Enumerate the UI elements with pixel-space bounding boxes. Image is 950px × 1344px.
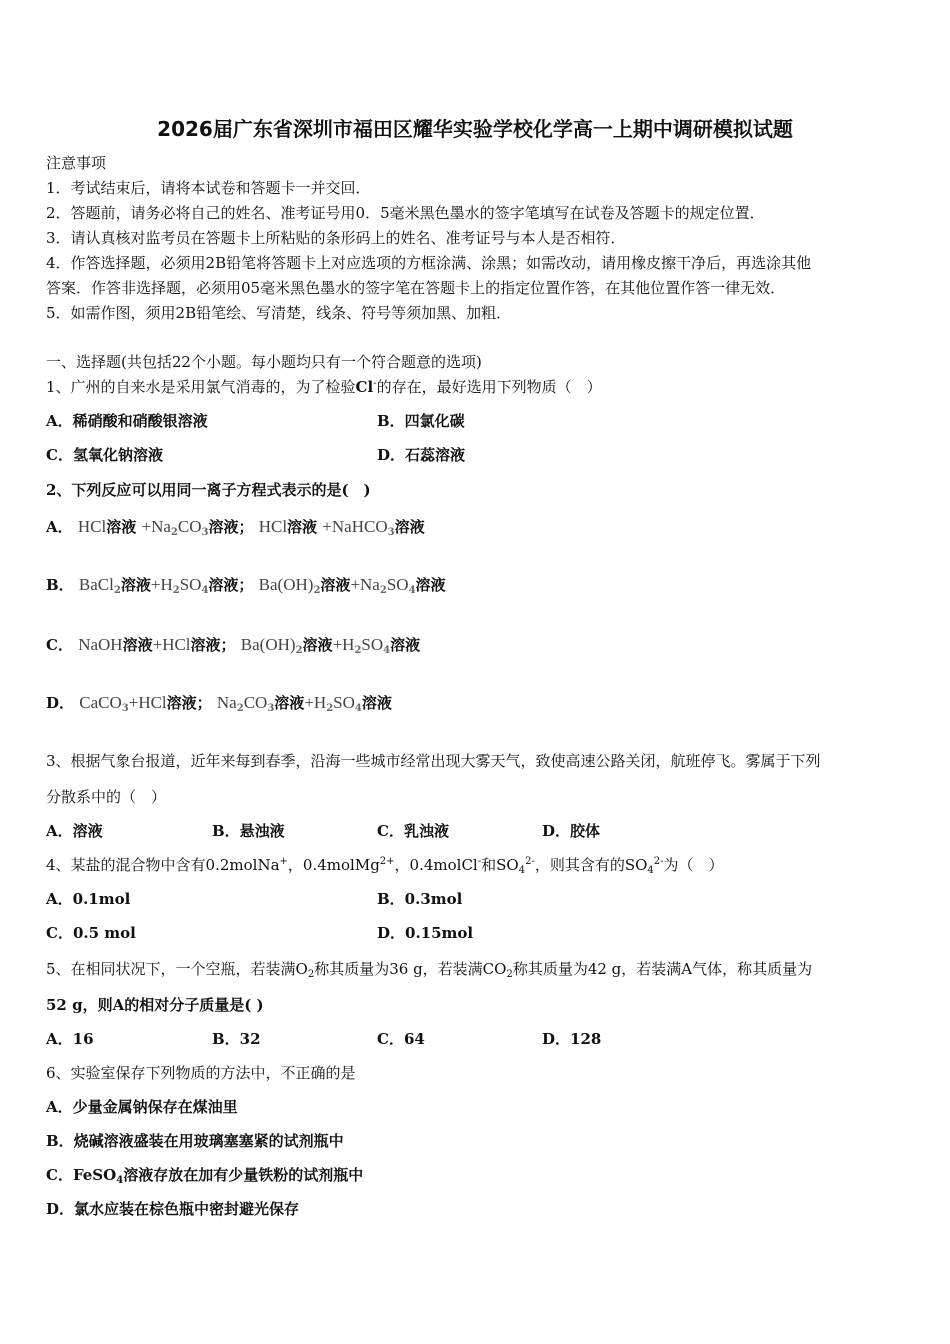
q1-option-c[interactable]: C．氢氧化钠溶液 [46,446,163,464]
q5-option-a[interactable]: A．16 [46,1030,94,1048]
notice-item-1: 1．考试结束后，请将本试卷和答题卡一并交回． [46,179,371,197]
q5-option-d[interactable]: D．128 [542,1030,602,1048]
question-1-stem: 1、广州的自来水是采用氯气消毒的，为了检验Cl-的存在，最好选用下列物质（ ） [46,378,602,396]
notice-item-4: 4．作答选择题，必须用2B铅笔将答题卡上对应选项的方框涂满、涂黑；如需改动，请用橡皮擦干净后，再选涂其他 [46,254,812,272]
q5-option-b[interactable]: B．32 [212,1030,261,1048]
q2-option-a[interactable]: A． HCl溶液 $+Na_2CO_3$溶液； HCl溶液 +NaHCO$_3$溶液 [46,517,425,538]
q6-option-d[interactable]: D．氯水应装在棕色瓶中密封避光保存 [46,1200,300,1218]
q4-option-d[interactable]: D．0.15mol [377,924,474,942]
q3-option-c[interactable]: C．乳浊液 [377,822,449,840]
notice-item-2: 2．答题前，请务必将自己的姓名、准考证号用0．5毫米黑色墨水的签字笔填写在试卷及答题卡的规定位置． [46,204,765,222]
q1-option-a[interactable]: A．稀硝酸和硝酸银溶液 [46,412,208,430]
q2-option-b[interactable]: B． BaCl$_2$溶液$+H_2SO_4$溶液； $Ba(OH)_2$溶液$+Na_2SO_4$溶液 [46,575,446,596]
q2-option-d[interactable]: D． CaCO$_3$+HCl溶液； $Na_2CO_3$溶液$+H_2SO_4$溶液 [46,693,392,714]
q1-option-d[interactable]: D．石蕊溶液 [377,446,466,464]
q3-option-d[interactable]: D．胶体 [542,822,601,840]
q4-option-c[interactable]: C．0.5 mol [46,924,136,942]
question-5-stem-cont: 52 g，则A的相对分子质量是( ) [46,996,264,1014]
q5-option-c[interactable]: C．64 [377,1030,425,1048]
q4-option-b[interactable]: B．0.3mol [377,890,463,908]
notice-heading: 注意事项 [46,154,107,172]
question-4-stem: 4、某盐的混合物中含有0.2molNa+，0.4molMg$^{2+}$，0.4molCl-和$SO_4^{2-}$，则其含有的$SO_4^{2-}$为（ ） [46,856,724,876]
q6-option-c[interactable]: C．FeSO$_4$溶液存放在加有少量铁粉的试剂瓶中 [46,1166,364,1186]
notice-item-4-cont: 答案．作答非选择题，必须用05毫米黑色墨水的签字笔在答题卡上的指定位置作答，在其他位置作答一律无效． [46,279,786,297]
notice-item-5: 5．如需作图，须用2B铅笔绘、写清楚，线条、符号等须加黑、加粗． [46,304,512,322]
question-5-stem: 5、在相同状况下，一个空瓶，若装满$O_2$称其质量为36 g，若装满$CO_2$称其质量为42 g，若装满A气体，称其质量为 [46,960,813,980]
q4-option-a[interactable]: A．0.1mol [46,890,131,908]
question-3-stem: 3、根据气象台报道，近年来每到春季，沿海一些城市经常出现大雾天气，致使高速公路关闭，航班停飞。雾属于下列 [46,752,821,770]
q6-option-a[interactable]: A．少量金属钠保存在煤油里 [46,1098,238,1116]
page-title: 2026届广东省深圳市福田区耀华实验学校化学高一上期中调研模拟试题 [157,117,793,141]
question-3-stem-cont: 分散系中的（ ） [46,788,167,806]
q6-option-b[interactable]: B．烧碱溶液盛装在用玻璃塞塞紧的试剂瓶中 [46,1132,344,1150]
question-6-stem: 6、实验室保存下列物质的方法中，不正确的是 [46,1064,356,1082]
q1-option-b[interactable]: B．四氯化碳 [377,412,465,430]
notice-item-3: 3．请认真核对监考员在答题卡上所粘贴的条形码上的姓名、准考证号与本人是否相符． [46,229,626,247]
q2-option-c[interactable]: C． NaOH溶液+HCl溶液； $Ba(OH)_2$溶液$+H_2SO_4$溶液 [46,635,421,656]
section-heading: 一、选择题(共包括22个小题。每小题均只有一个符合题意的选项) [46,353,482,371]
question-2-stem: 2、下列反应可以用同一离子方程式表示的是( ) [46,481,371,499]
q3-option-a[interactable]: A．溶液 [46,822,103,840]
q3-option-b[interactable]: B．悬浊液 [212,822,285,840]
